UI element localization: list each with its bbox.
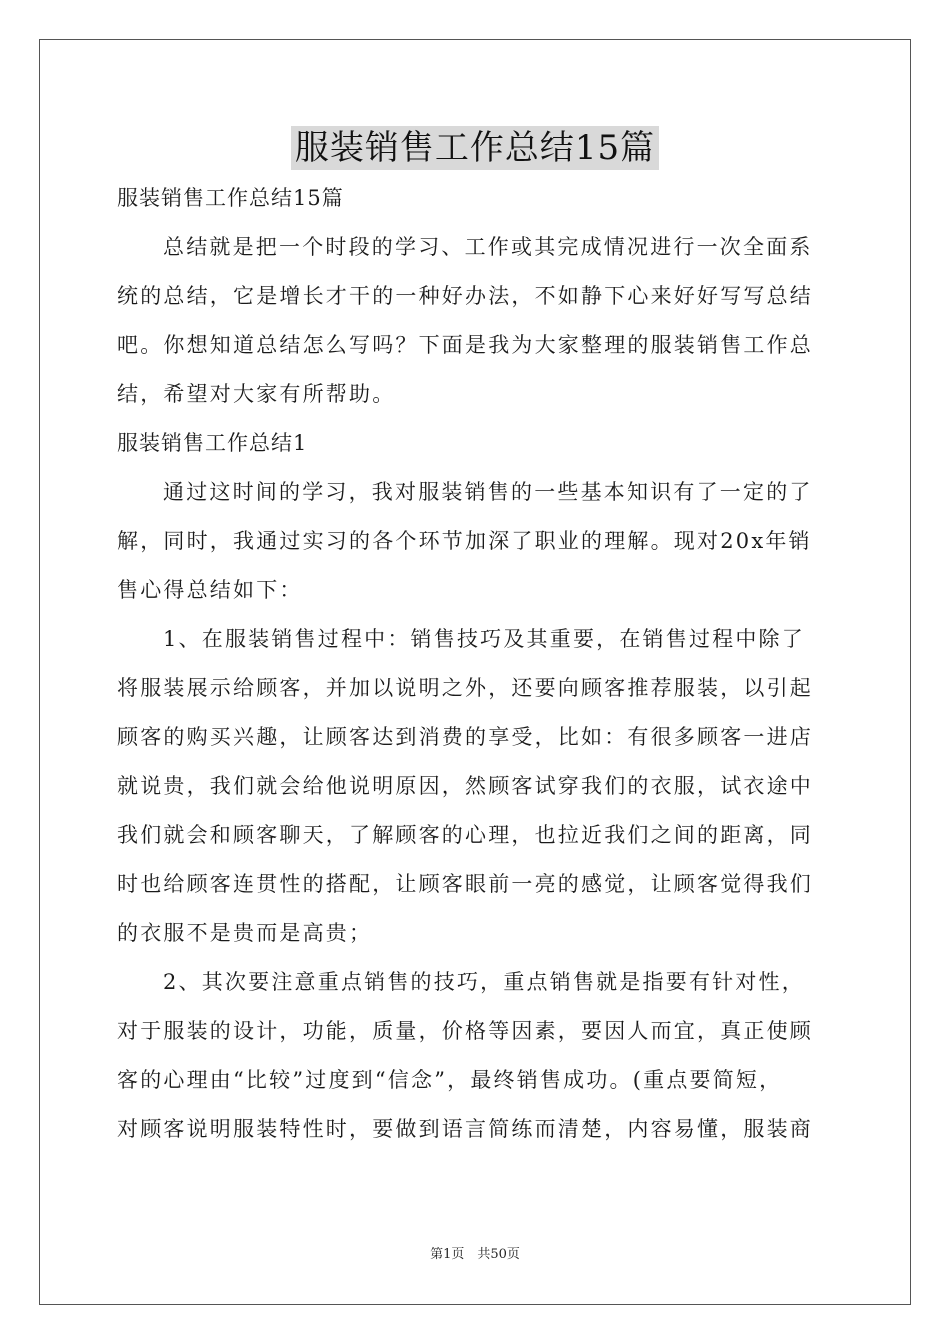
paragraph-line: 客的心理由“比较”过度到“信念”，最终销售成功。(重点要简短， xyxy=(117,1068,783,1092)
section-heading: 服装销售工作总结15篇 xyxy=(117,186,344,210)
paragraph-line: 2、其次要注意重点销售的技巧，重点销售就是指要有针对性， xyxy=(163,970,805,994)
paragraph-line: 解，同时，我通过实习的各个环节加深了职业的理解。现对20x年销 xyxy=(117,529,812,553)
paragraph-line: 对顾客说明服装特性时，要做到语言简练而清楚，内容易懂，服装商 xyxy=(117,1117,813,1141)
document-body xyxy=(117,174,837,1154)
paragraph-line: 通过这时间的学习，我对服装销售的一些基本知识有了一定的了 xyxy=(163,480,813,504)
paragraph-line: 就说贵，我们就会给他说明原因，然顾客试穿我们的衣服，试衣途中 xyxy=(117,774,813,798)
paragraph-line: 结，希望对大家有所帮助。 xyxy=(117,382,396,406)
page-footer: 第1页 共50页 xyxy=(430,1247,520,1262)
section-heading: 服装销售工作总结1 xyxy=(117,431,308,455)
paragraph-line: 统的总结，它是增长才干的一种好办法，不如静下心来好好写写总结 xyxy=(117,284,813,308)
paragraph-line: 1、在服装销售过程中：销售技巧及其重要，在销售过程中除了 xyxy=(163,627,805,651)
paragraph-line: 我们就会和顾客聊天，了解顾客的心理，也拉近我们之间的距离，同 xyxy=(117,823,813,847)
paragraph-line: 时也给顾客连贯性的搭配，让顾客眼前一亮的感觉，让顾客觉得我们 xyxy=(117,872,813,896)
paragraph-line: 对于服装的设计，功能，质量，价格等因素，要因人而宜，真正使顾 xyxy=(117,1019,813,1043)
title-container xyxy=(0,126,950,170)
document-title: 服装销售工作总结15篇 xyxy=(291,126,659,170)
paragraph-line: 总结就是把一个时段的学习、工作或其完成情况进行一次全面系 xyxy=(163,235,813,259)
paragraph-line: 售心得总结如下： xyxy=(117,578,303,602)
paragraph-line: 的衣服不是贵而是高贵； xyxy=(117,921,373,945)
paragraph-line: 吧。你想知道总结怎么写吗？下面是我为大家整理的服装销售工作总 xyxy=(117,333,813,357)
paragraph-line: 顾客的购买兴趣，让顾客达到消费的享受，比如：有很多顾客一进店 xyxy=(117,725,813,749)
paragraph-line: 将服装展示给顾客，并加以说明之外，还要向顾客推荐服装，以引起 xyxy=(117,676,813,700)
